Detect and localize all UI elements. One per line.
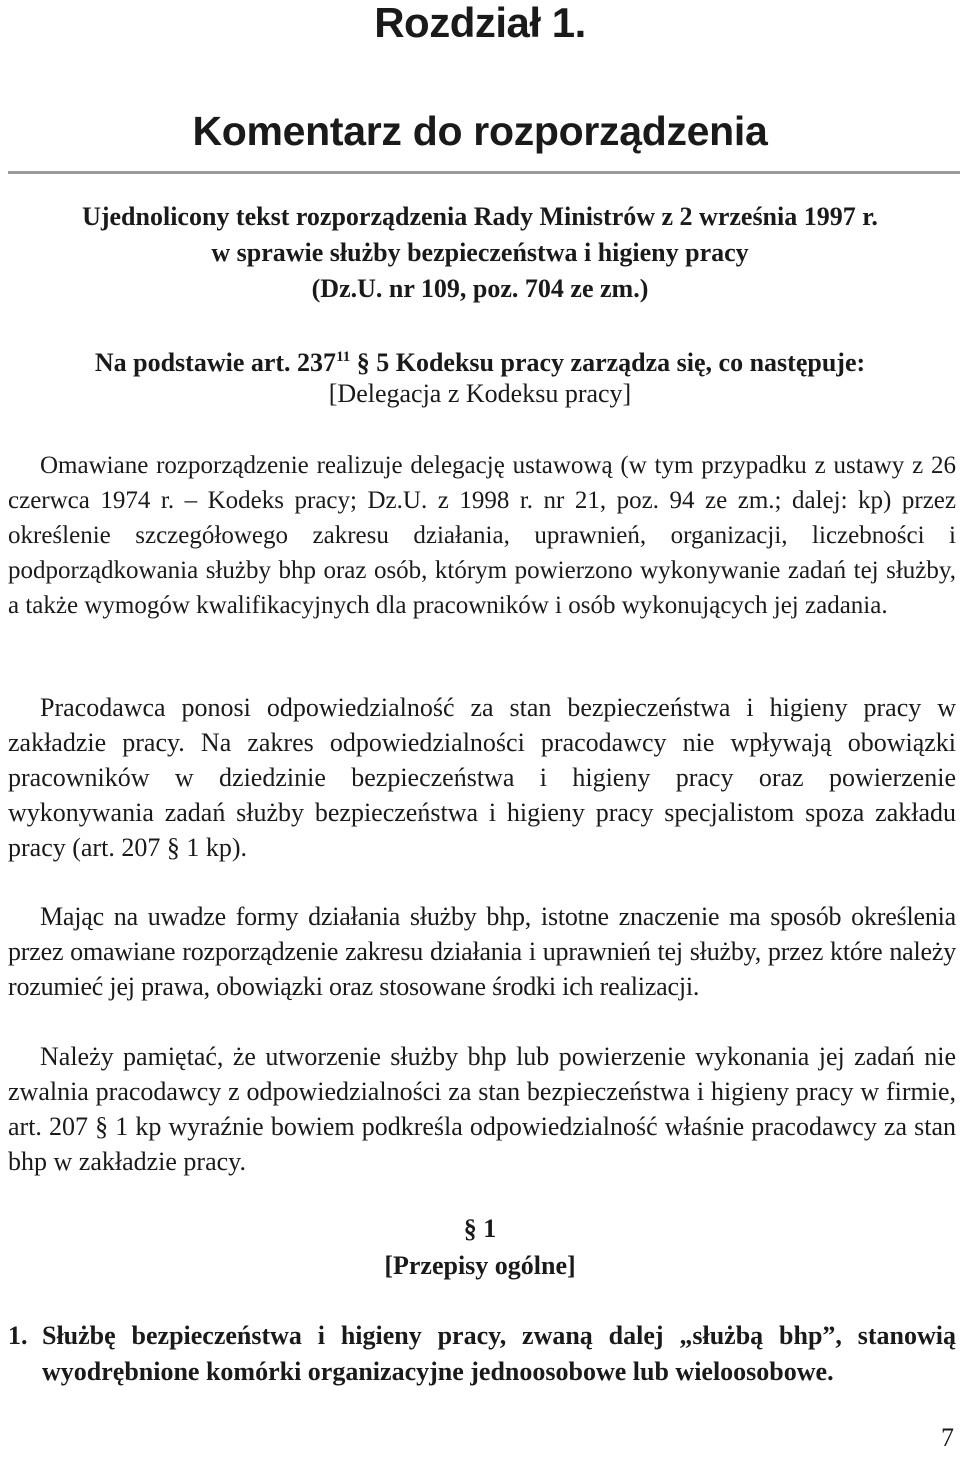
commentary-paragraph: Należy pamiętać, że utworzenie służby bhp lub powierzenie wykonania jej zadań nie zwalnia pracodawcy z odpowiedzialności za stan bezpieczeństwa i higieny pracy w firmie, art. 207 § 1 kp wyraźnie bowiem podkreśla odpowiedzialność właśnie pracodawcy za stan bhp w zakładzie pracy. xyxy=(8,1042,956,1176)
provision-item-number: 1. xyxy=(8,1321,28,1350)
legal-basis-suffix: § 5 Kodeksu pracy zarządza się, co następuje: xyxy=(350,348,866,377)
legal-basis xyxy=(0,339,960,381)
section-name: [Przepisy ogólne] xyxy=(384,1251,576,1280)
delegation-heading: [Delegacja z Kodeksu pracy] xyxy=(328,379,632,408)
commentary-paragraph: Pracodawca ponosi odpowiedzialność za stan bezpieczeństwa i higieny pracy w zakładzie pracy. Na zakres odpowiedzialności pracodawcy nie wpływają obowiązki pracowników w dziedzinie bezpieczeństwa i higieny pracy oraz powierzenie wykonywania zadań służby bezpieczeństwa i higieny pracy specjalistom spoza zakładu pracy (art. 207 § 1 kp). xyxy=(8,693,956,862)
regulation-title-line: w sprawie służby bezpieczeństwa i higieny pracy xyxy=(211,238,749,267)
regulation-title-line: (Dz.U. nr 109, poz. 704 ze zm.) xyxy=(311,274,649,303)
regulation-title xyxy=(0,199,960,307)
page-number: 7 xyxy=(941,1423,954,1452)
regulation-title-line: Ujednolicony tekst rozporządzenia Rady Ministrów z 2 września 1997 r. xyxy=(82,202,878,231)
provision-item xyxy=(8,1318,956,1390)
legal-basis-prefix: Na podstawie art. 237 xyxy=(94,348,337,377)
title-divider xyxy=(8,171,960,174)
main-title: Komentarz do rozporządzenia xyxy=(192,108,768,154)
provision-item-text: Służbę bezpieczeństwa i higieny pracy, zwaną dalej „służbą bhp”, stanowią wyodrębnione komórki organizacyjne jednoosobowe lub wieloosobowe. xyxy=(42,1321,956,1386)
commentary-paragraph: Mając na uwadze formy działania służby bhp, istotne znaczenie ma sposób określenia przez omawiane rozporządzenie zakresu działania i uprawnień tej służby, przez które należy rozumieć jej prawa, obowiązki oraz stosowane środki ich realizacji. xyxy=(8,902,956,1001)
legal-basis-superscript: 11 xyxy=(336,349,351,365)
commentary-paragraph: Omawiane rozporządzenie realizuje delegację ustawową (w tym przypadku z ustawy z 26 czerwca 1974 r. – Kodeks pracy; Dz.U. z 1998 r. nr 21, poz. 94 ze zm.; dalej: kp) przez określenie szczegółowego zakresu działania, uprawnień, organizacji, liczebności i podporządkowania służby bhp oraz osób, którym powierzono wykonywanie zadań tej służby, a także wymogów kwalifikacyjnych dla pracowników i osób wykonujących jej zadania. xyxy=(8,452,956,619)
chapter-title: Rozdział 1. xyxy=(374,0,586,46)
section-sign: § 1 xyxy=(463,1214,497,1243)
